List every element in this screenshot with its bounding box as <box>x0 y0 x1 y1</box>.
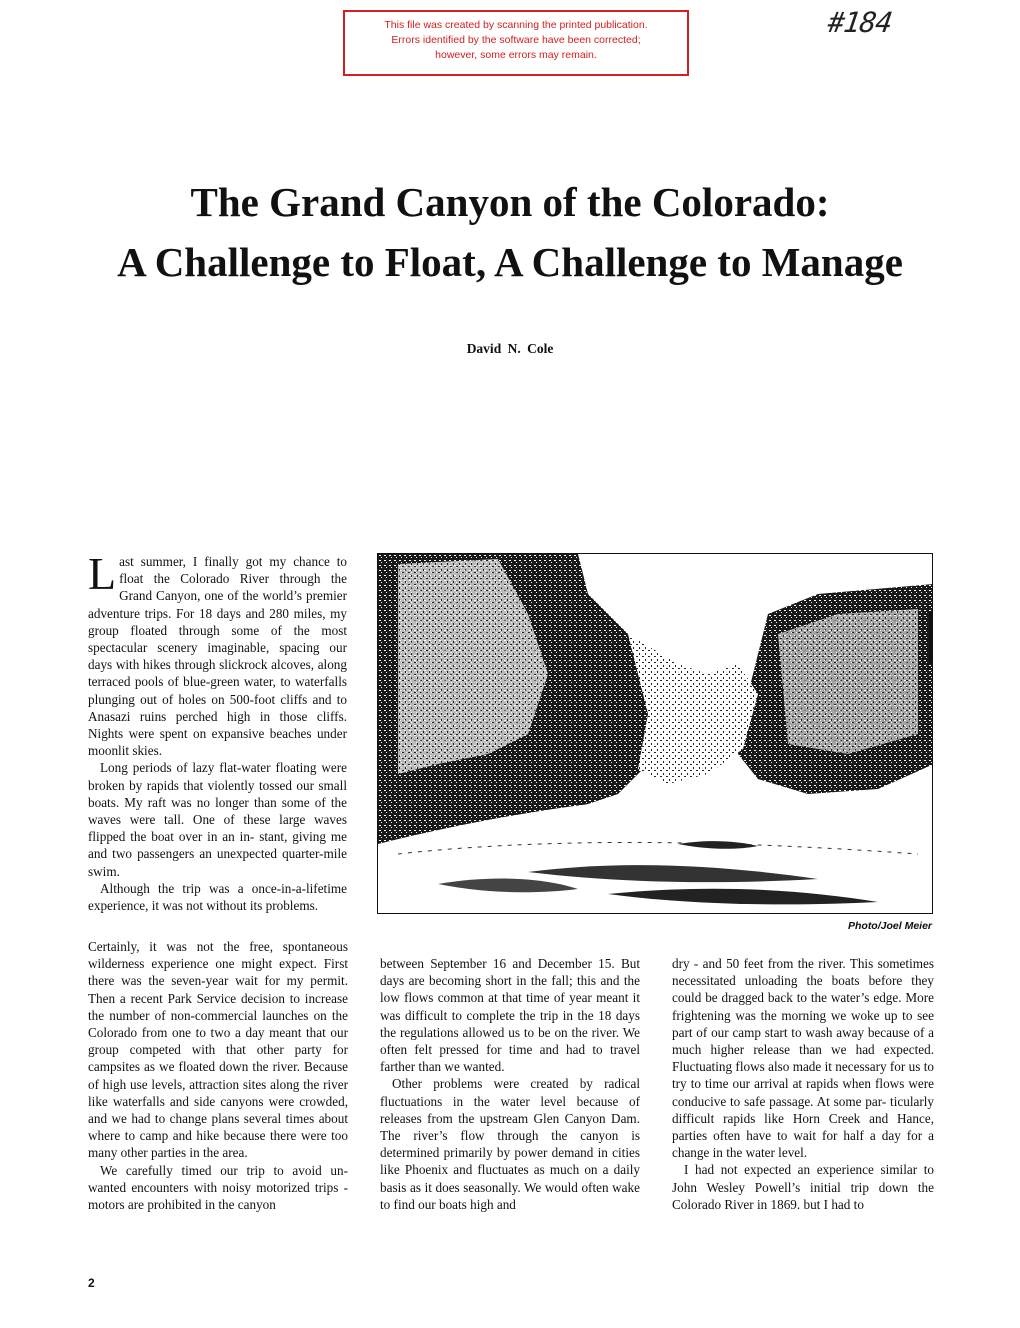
paragraph: dry - and 50 feet from the river. This sometimes necessitated unloading the boats before they could be dragged back to the water’s edge. More frightening was the morning we woke up to see part of our camp start to wash away because of a much higher release than we had expected. Fluctuating flows also made it necessary for us to try to time our arrival at rapids when flows were conducive to safe passage. At some par- ticularly difficult rapids like Horn Creek and Hance, parties often have to wait for half a day for a change in the water level. <box>672 956 934 1161</box>
canyon-photo-illustration <box>378 554 933 914</box>
handwritten-note: #184 <box>825 6 894 39</box>
paragraph: I had not expected an experience similar to John Wesley Powell’s initial trip down the Colorado River in 1869. but I had to <box>672 1162 934 1212</box>
drop-cap: L <box>88 548 117 599</box>
title-line-1: The Grand Canyon of the Colorado: <box>190 179 830 225</box>
photo-credit: Photo/Joel Meier <box>847 920 932 932</box>
paragraph-opening <box>88 548 347 759</box>
paragraph: Although the trip was a once-in-a-lifetime experience, it was not without its problems. <box>88 880 347 914</box>
scan-notice-box <box>343 10 689 76</box>
paragraph: Long periods of lazy flat-water floating were broken by rapids that violently tossed our small boats. My raft was no longer than some of the waves were tall. One of these large waves flipped the boat over in an in- stant, giving me and two passengers an unexpected quarter-mile swim. <box>88 760 347 879</box>
paragraph-text: ast summer, I finally got my chance to float the Colorado River through the Grand Canyon, one of the world’s premier adventure trips. For 18 days and 280 miles, my group floated through some of the most spectacular scenery imaginable, spacing our days with hikes through slickrock alcoves, along terraced pools of blue-green water, to waterfalls plunging out of holes on 500-foot cliffs and to Anasazi ruins perched high in those cliffs. Nights were spent on expansive beaches under moonlit skies. <box>88 554 347 759</box>
scan-notice-line: however, some errors may remain. <box>435 49 597 61</box>
paragraph: between September 16 and December 15. But days are becoming short in the fall; this and the low flows common at that time of year meant it was difficult to complete the trip in the 18 days the regulations allowed us to be on the river. We often felt pressed for time and had to travel farther than we wanted. <box>380 956 640 1075</box>
scan-notice-line: This file was created by scanning the printed publication. <box>384 19 648 31</box>
paragraph: Certainly, it was not the free, spontaneous wilderness experience one might expect. First there was the seven-year wait for my permit. Then a recent Park Service decision to increase the number of non-commercial launches on the Colorado from one to two a day meant that our group competed with that other party for campsites as we floated down the river. Because of high use levels, attraction sites along the river like waterfalls and side canyons were crowded, and we had to change plans several times about where to camp and hike because there were too many other parties in the area. <box>88 939 348 1161</box>
scan-notice-line: Errors identified by the software have been corrected; <box>391 34 641 46</box>
photo-edge-mark <box>929 611 933 663</box>
page-number: 2 <box>88 1276 95 1290</box>
author-byline: David N. Cole <box>466 341 554 356</box>
column-1-upper <box>88 548 347 914</box>
article-title <box>0 172 1020 292</box>
paragraph: We carefully timed our trip to avoid un- wanted encounters with noisy motorized trips - motors are prohibited in the canyon <box>88 1162 348 1213</box>
paragraph: Other problems were created by radical fluctuations in the water level because of releases from the upstream Glen Canyon Dam. The river’s flow through the canyon is determined primarily by power demand in cities like Phoenix and fluctuates as much on a daily basis as it does seasonally. We would often wake to find our boats high and <box>380 1076 640 1212</box>
column-3 <box>672 955 934 1213</box>
title-line-2: A Challenge to Float, A Challenge to Manage <box>117 239 903 285</box>
column-1-lower <box>88 938 348 1213</box>
column-2 <box>380 955 640 1213</box>
canyon-photo <box>377 553 933 914</box>
